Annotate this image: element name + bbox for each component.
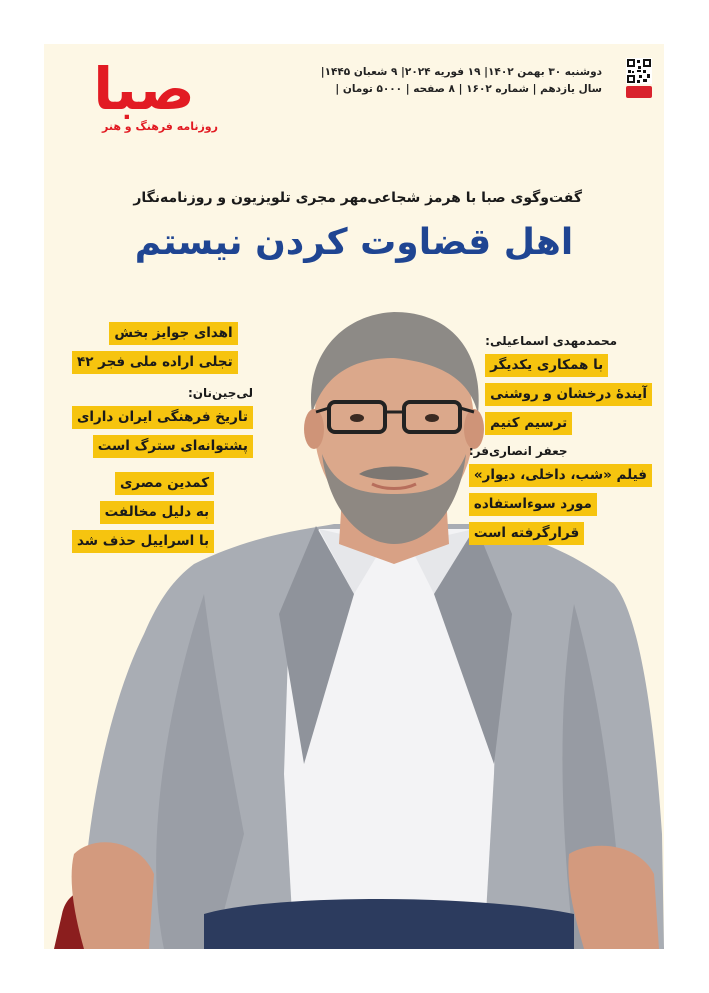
left-story-1[interactable] — [72, 322, 238, 374]
newspaper-cover — [44, 44, 664, 949]
story-line: تاریخ فرهنگی ایران دارای — [72, 406, 253, 429]
story-line: کمدین مصری — [115, 472, 214, 495]
story-line: به دلیل مخالفت — [100, 501, 214, 524]
story-line: با همکاری یکدیگر — [485, 354, 608, 377]
left-story-3[interactable] — [72, 472, 214, 553]
issue-line: سال یازدهم | شماره ۱۶۰۲ | ۸ صفحه | ۵۰۰۰ تومان | — [335, 83, 602, 95]
right-story-1[interactable] — [485, 334, 652, 435]
right-story-2[interactable] — [469, 444, 652, 545]
story-line: آیندۀ درخشان و روشنی — [485, 383, 652, 406]
story-line: تجلی اراده ملی فجر ۴۲ — [72, 351, 238, 374]
logo-text: صبا — [93, 55, 195, 123]
qr-code-icon — [626, 58, 652, 84]
date-line: دوشنبه ۳۰ بهمن ۱۴۰۲| ۱۹ فوریه ۲۰۲۴| ۹ شعبان ۱۴۴۵| — [320, 66, 602, 78]
main-headline: اهل قضاوت کردن نیستم — [134, 222, 574, 263]
story-line: قرار‌گرفته است — [469, 522, 584, 545]
story-line: با اسراییل حذف شد — [72, 530, 214, 553]
story-line: پشتوانه‌ای سترگ است — [93, 435, 253, 458]
story-label: جعفر انصاری‌فر: — [468, 444, 568, 458]
press-badge-icon — [626, 86, 652, 98]
masthead-logo — [64, 56, 224, 148]
logo-subtitle: روزنامه فرهنگ و هنر — [102, 120, 218, 133]
story-label: محمدمهدی اسماعیلی: — [485, 334, 618, 348]
story-line: اهدای جوایز بخش — [109, 322, 237, 345]
story-label: لی‌جین‌نان: — [187, 386, 253, 400]
interview-supertitle: گفت‌وگوی صبا با هرمز شجاعی‌مهر مجری تلویزیون و روزنامه‌نگار — [133, 190, 582, 206]
story-line: ترسیم کنیم — [485, 412, 572, 435]
story-line: فیلم «شب، داخلی، دیوار» — [469, 464, 652, 487]
left-story-2[interactable] — [72, 386, 253, 458]
story-line: مورد سوء‌استفاده — [469, 493, 597, 516]
